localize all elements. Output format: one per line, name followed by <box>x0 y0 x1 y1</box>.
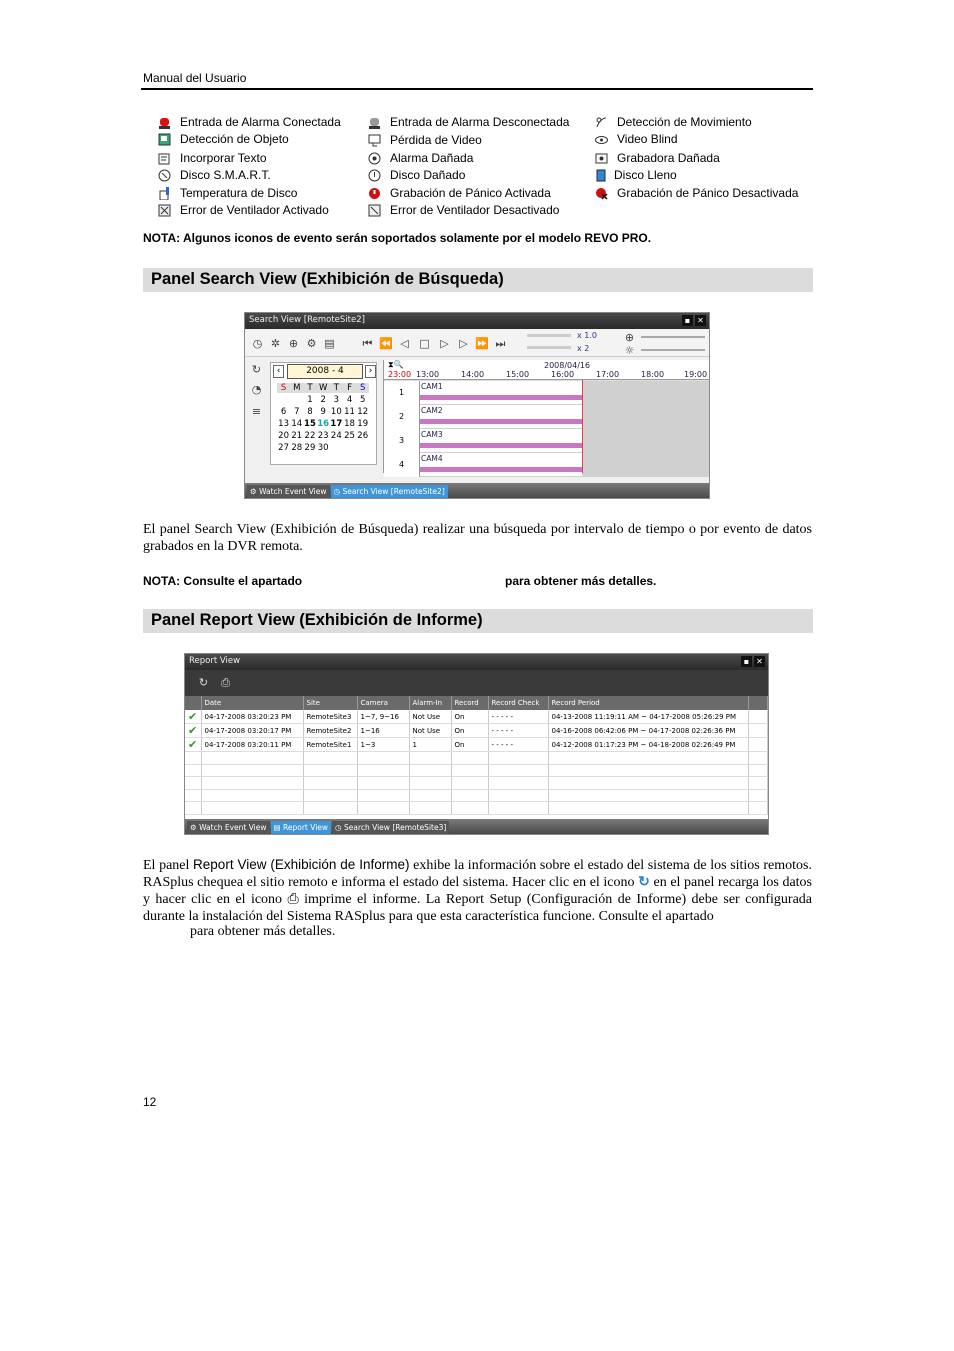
alarm-damaged-icon <box>368 152 381 165</box>
zoom-icon[interactable]: ⊕ <box>288 337 299 350</box>
step-backward-icon[interactable]: ◁ <box>400 337 409 350</box>
column-header[interactable]: Record Period <box>548 696 748 710</box>
zoom-label: x 2 <box>577 344 590 353</box>
table-row <box>185 789 768 802</box>
calendar-week: 20 21 22 23 24 25 26 <box>278 431 369 441</box>
play-icon[interactable]: ▷ <box>440 337 449 350</box>
calendar-week: 6 7 8 9 10 11 12 <box>280 407 369 417</box>
search-icon: ◷ <box>335 823 344 832</box>
zoom-icon[interactable]: ⧗🔍 <box>388 360 404 369</box>
object-detection-icon <box>158 133 171 146</box>
legend-item: Disco Dañado <box>368 167 465 183</box>
time-search-icon[interactable]: ◷ <box>252 337 263 350</box>
timeline-date: 2008/04/16 <box>544 361 591 370</box>
stop-icon[interactable]: □ <box>419 337 430 350</box>
table-row[interactable]: ✔ 04-17-2008 03:20:17 PM RemoteSite2 1~16 Not Use On - - - - - 04-16-2008 06:42:06 PM ~ 04-17-2008 02:26:36 PM <box>185 724 768 738</box>
legend-item: Alarma Dañada <box>368 150 473 166</box>
window-titlebar <box>245 313 709 329</box>
calendar <box>270 362 377 465</box>
print-icon[interactable]: ⎙ <box>221 676 230 689</box>
timeline-row[interactable]: 4 CAM4 <box>384 453 710 473</box>
list-icon[interactable]: ≡ <box>251 405 262 418</box>
table-row[interactable]: ✔ 04-17-2008 03:20:11 PM RemoteSite1 1~3 1 On - - - - - 04-12-2008 01:17:23 PM ~ 04-18-2008 02:26:49 PM <box>185 738 768 752</box>
fast-forward-icon[interactable]: ⏩ <box>475 337 489 350</box>
pin-icon[interactable]: ▪ <box>682 315 693 326</box>
header-rule <box>141 88 813 90</box>
motion-search-icon[interactable]: ✲ <box>270 337 281 350</box>
next-month-button[interactable]: › <box>365 365 376 378</box>
window-title: Search View [RemoteSite2] <box>249 315 365 325</box>
record-bar <box>420 419 582 424</box>
calendar-week: 1 2 3 4 5 <box>307 395 366 405</box>
watch-icon: ⚙ <box>190 823 200 832</box>
note-consult: NOTA: Consulte el apartado <box>143 574 303 588</box>
column-header[interactable]: Alarm-In <box>409 696 451 710</box>
start-time: 23:00 <box>388 370 412 379</box>
fan-error-on-icon <box>158 204 171 217</box>
legend-item: Detección de Objeto <box>158 131 289 147</box>
event-search-icon[interactable]: ⚙ <box>306 337 317 350</box>
search-view-window <box>244 312 710 499</box>
table-row[interactable]: ✔ 04-17-2008 03:20:23 PM RemoteSite3 1~7, 9~16 Not Use On - - - - - 04-13-2008 11:19:11 AM ~ 04-17-2008 05:26:29 PM <box>185 710 768 724</box>
tab-watch-event-view[interactable]: ⚙ Watch Event View <box>187 821 270 834</box>
timeline[interactable] <box>383 360 709 473</box>
fan-error-off-icon <box>368 204 381 217</box>
step-forward-icon[interactable]: ▷ <box>459 337 468 350</box>
go-last-icon[interactable]: ⏭ <box>495 337 506 350</box>
brightness-slider[interactable] <box>641 336 705 338</box>
legend-item: Temperatura de Disco <box>158 185 297 201</box>
text-in-icon <box>158 152 171 165</box>
legend-item: Grabación de Pánico Desactivada <box>595 185 798 201</box>
column-header[interactable]: Site <box>303 696 357 710</box>
column-header[interactable]: Date <box>201 696 303 710</box>
timeline-row[interactable]: 1 CAM1 <box>384 381 710 405</box>
record-bar <box>420 395 582 400</box>
recorder-damaged-icon <box>595 152 608 165</box>
panel-tabs <box>245 483 709 498</box>
paragraph-report-view: El panel Report View (Exhibición de Informe) exhibe la información sobre el estado del sistema de los sitios remotos. RASplus chequea el sitio remoto e informa el estado del sistema. Hacer clic en el icono ↻ en el panel recarga los datos y hacer clic en el icono ⎙ imprime el informe. La Report Setup (Configuración de Informe) debe ser configurada durante la instalación del Sistema RASplus para que esta característica funcione. Consulte el apartado <box>143 857 813 924</box>
text-search-icon[interactable]: ▤ <box>324 337 335 350</box>
check-icon: ✔ <box>188 724 198 737</box>
legend-item: Grabación de Pánico Activada <box>368 185 551 201</box>
legend-item: Incorporar Texto <box>158 150 267 166</box>
timeline-row[interactable]: 3 CAM3 <box>384 429 710 453</box>
timeline-header: ⧗🔍 23:00 2008/04/16 13:00 14:00 15:00 16:00 17:00 18:00 19:00 <box>384 360 710 380</box>
window-titlebar <box>185 654 768 670</box>
page-header: Manual del Usuario <box>143 71 247 85</box>
refresh-icon: ↻ <box>638 875 650 890</box>
time-cursor[interactable] <box>582 380 583 473</box>
tab-watch-event-view[interactable]: ⚙ Watch Event View <box>247 485 330 498</box>
disk-temperature-icon <box>158 187 171 200</box>
legend-item: Grabadora Dañada <box>595 150 720 166</box>
fast-backward-icon[interactable]: ⏪ <box>379 337 393 350</box>
report-view-window <box>184 653 769 835</box>
legend-item: Disco Lleno <box>595 167 677 183</box>
column-header[interactable]: Record <box>451 696 488 710</box>
watch-icon: ⚙ <box>250 487 260 496</box>
check-icon: ✔ <box>188 738 198 751</box>
video-blind-icon <box>595 133 608 146</box>
audio-slider[interactable] <box>527 346 571 349</box>
alarm-in-on-icon <box>158 116 171 129</box>
panic-record-off-icon <box>595 187 608 200</box>
refresh-icon[interactable]: ↻ <box>198 676 209 689</box>
legend-item: Detección de Movimiento <box>595 114 752 130</box>
clock-icon[interactable]: ◔ <box>251 383 262 396</box>
speed-label: x 1.0 <box>577 331 597 340</box>
paragraph-report-view-tail: para obtener más detalles. <box>190 924 336 939</box>
section-title-report-view: Panel Report View (Exhibición de Informe) <box>143 609 813 633</box>
video-loss-icon <box>368 134 381 147</box>
calendar-month: 2008 - 4 <box>287 364 363 379</box>
calendar-week: 13 14 15 16 17 18 19 <box>278 419 369 429</box>
tab-report-view[interactable]: ▤ Report View <box>271 821 332 834</box>
legend-item: Pérdida de Video <box>368 132 482 148</box>
search-icon: ◷ <box>333 487 343 496</box>
calendar-weekdays: S M T W T F S <box>277 383 369 393</box>
timeline-row[interactable]: 2 CAM2 <box>384 405 710 429</box>
panel-tabs <box>185 819 768 834</box>
print-icon: ⎙ <box>287 892 299 907</box>
report-icon: ▤ <box>273 823 283 832</box>
alarm-in-off-icon <box>368 116 381 129</box>
table-row <box>185 802 768 815</box>
brightness-icon[interactable]: ⊕ <box>624 331 635 344</box>
table-row <box>185 777 768 790</box>
legend-item: Entrada de Alarma Desconectada <box>368 114 569 130</box>
note-revo-pro: NOTA: Algunos iconos de evento serán soportados solamente por el modelo REVO PRO. <box>143 231 652 245</box>
disk-full-icon <box>595 169 608 182</box>
record-bar <box>420 467 582 472</box>
report-table <box>185 696 768 815</box>
motion-detection-icon <box>595 116 608 129</box>
prev-month-button[interactable]: ‹ <box>273 365 284 378</box>
disk-smart-icon <box>158 169 171 182</box>
panic-record-on-icon <box>368 187 381 200</box>
table-header <box>185 696 768 710</box>
refresh-icon[interactable]: ↻ <box>251 363 262 376</box>
legend-item: Error de Ventilador Desactivado <box>368 202 559 218</box>
section-title-search-view: Panel Search View (Exhibición de Búsqueda) <box>143 268 813 292</box>
column-header[interactable]: Record Check <box>488 696 548 710</box>
go-first-icon[interactable]: ⏮ <box>362 337 373 350</box>
tab-search-view[interactable]: ◷ Search View [RemoteSite2] <box>331 485 448 498</box>
disk-damaged-icon <box>368 169 381 182</box>
contrast-icon[interactable]: ☼ <box>624 344 635 357</box>
table-row <box>185 752 768 765</box>
report-toolbar <box>185 670 768 696</box>
window-title: Report View <box>189 656 241 666</box>
record-bar <box>420 443 582 448</box>
note-consult-tail: para obtener más detalles. <box>505 574 657 588</box>
search-toolbar <box>245 329 709 357</box>
tab-search-view[interactable]: ◷ Search View [RemoteSite3] <box>332 821 449 834</box>
legend-item: Error de Ventilador Activado <box>158 202 329 218</box>
contrast-slider[interactable] <box>641 349 705 351</box>
calendar-week: 27 28 29 30 <box>278 443 329 453</box>
calendar-header <box>271 363 377 380</box>
page-number: 12 <box>143 1095 157 1109</box>
table-row <box>185 764 768 777</box>
pin-icon[interactable]: ▪ <box>741 656 752 667</box>
legend-item: Disco S.M.A.R.T. <box>158 167 271 183</box>
close-icon[interactable]: ✕ <box>754 656 765 667</box>
check-icon: ✔ <box>188 710 198 723</box>
legend-item: Entrada de Alarma Conectada <box>158 114 341 130</box>
speed-slider[interactable] <box>527 334 571 337</box>
close-icon[interactable]: ✕ <box>695 315 706 326</box>
legend-item: Video Blind <box>595 131 678 147</box>
column-header[interactable]: Camera <box>357 696 409 710</box>
paragraph-search-view: El panel Search View (Exhibición de Búsqueda) realizar una búsqueda por intervalo de tiempo o por evento de datos grabados en la DVR remota. <box>143 522 812 554</box>
